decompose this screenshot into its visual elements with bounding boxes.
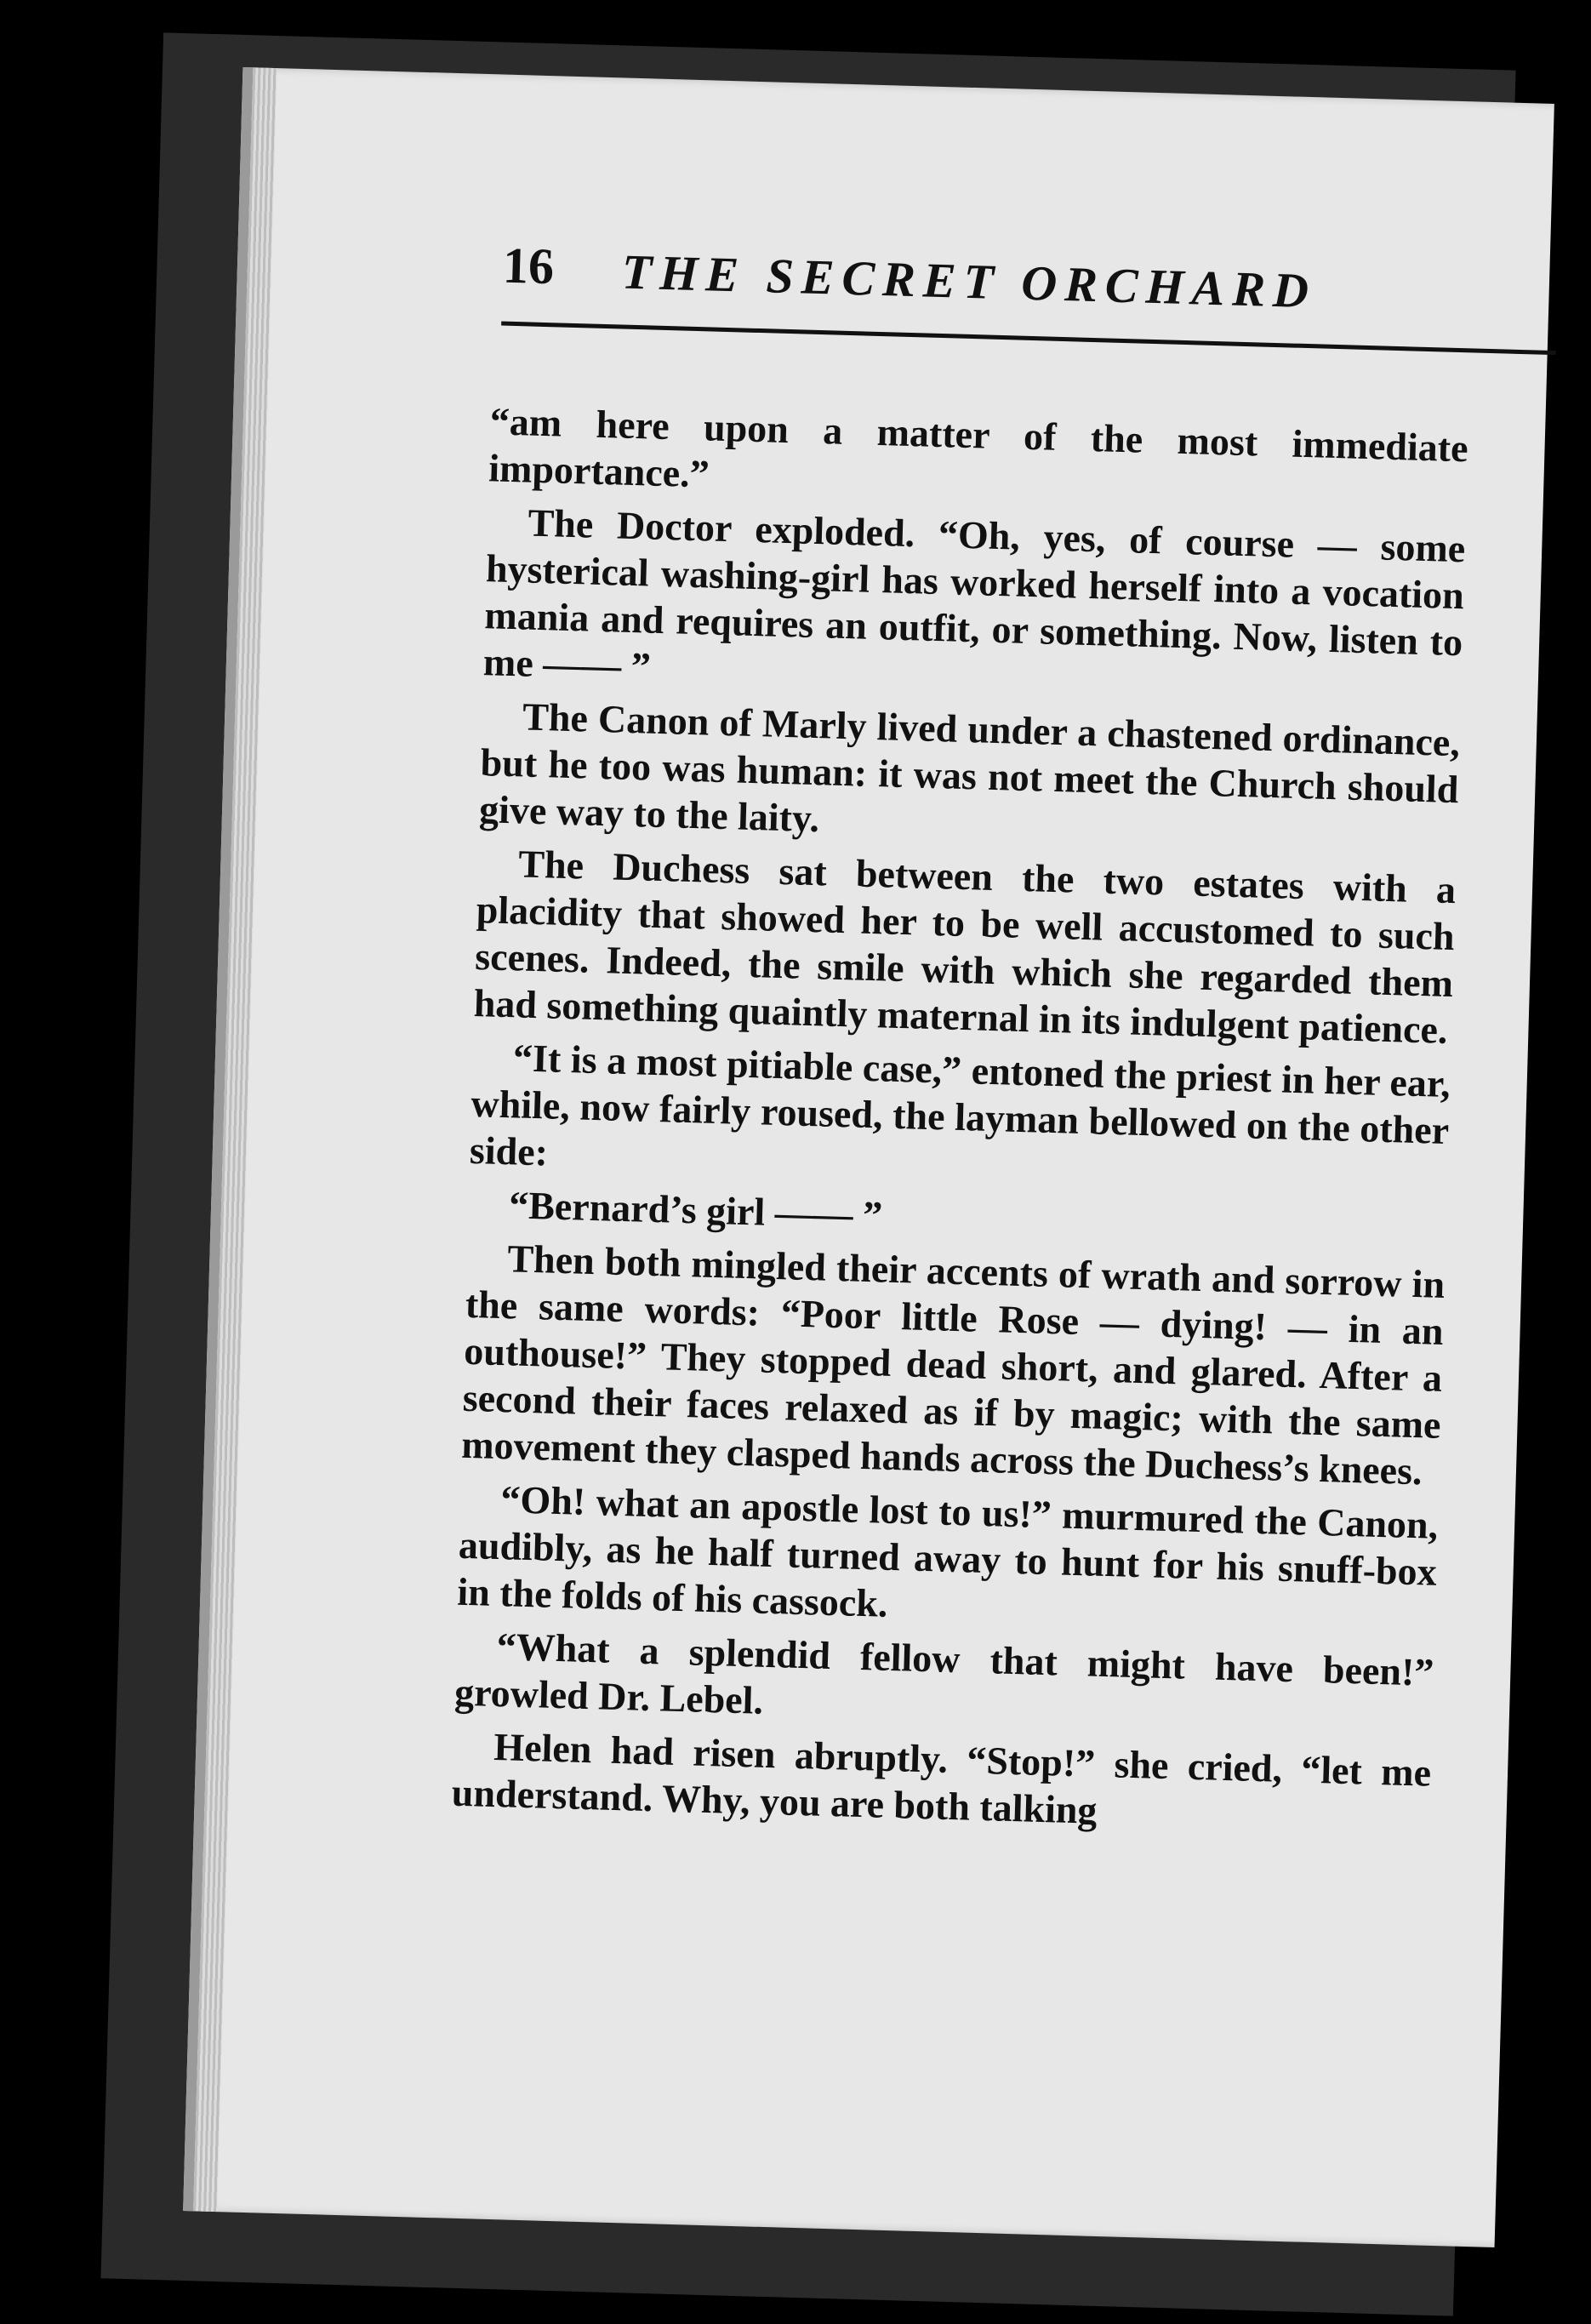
paragraph: “Bernard’s girl —— ” [508, 1183, 883, 1237]
page-header [484, 227, 1491, 357]
paragraph: The Canon of Marly lived under a chastened ordinance, but he too was human: it was not meet the Church should give way to the laity. [478, 694, 1461, 841]
paragraph: The Duchess sat between the two estates with a placidity that showed her to be well accustomed to such scenes. Indeed, the smile with which she regarded them had something quaintly maternal in its indulgent patience. [473, 842, 1457, 1052]
book-page [183, 67, 1554, 2247]
paragraph: “What a splendid fellow that might have been!” growled Dr. Lebel. [453, 1625, 1435, 1722]
body-text [451, 397, 1468, 1849]
paragraph: The Doctor exploded. “Oh, yes, of course — some hysterical washing-girl has worked herself into a vocation mania and requires an outfit, or something. Now, listen to me —— ” [482, 500, 1466, 688]
paragraph: “Oh! what an apostle lost to us!” murmured the Canon, audibly, as he half turned away to hunt for his snuff-box in the folds of his cassock. [456, 1477, 1439, 1625]
paragraph: Helen had risen abruptly. “Stop!” she cried, “let me understand. Why, you are both talking [451, 1724, 1432, 1832]
running-title: THE SECRET ORCHARD [621, 243, 1317, 319]
paragraph: Then both mingled their accents of wrath and sorrow in the same words: “Poor little Rose — dying! — in an outhouse!” They stopped dead short, and glared. After a second their faces relaxed as if by magic; with the same movement they clasped hands across the Duchess’s knees. [460, 1236, 1446, 1493]
page-number: 16 [502, 237, 556, 295]
header-rule [501, 322, 1556, 356]
paragraph: “am here upon a matter of the most immediate importance.” [488, 399, 1469, 496]
paragraph: “It is a most pitiable case,” entoned the priest in her ear, while, now fairly roused, the layman bellowed on the other side: [469, 1036, 1451, 1174]
